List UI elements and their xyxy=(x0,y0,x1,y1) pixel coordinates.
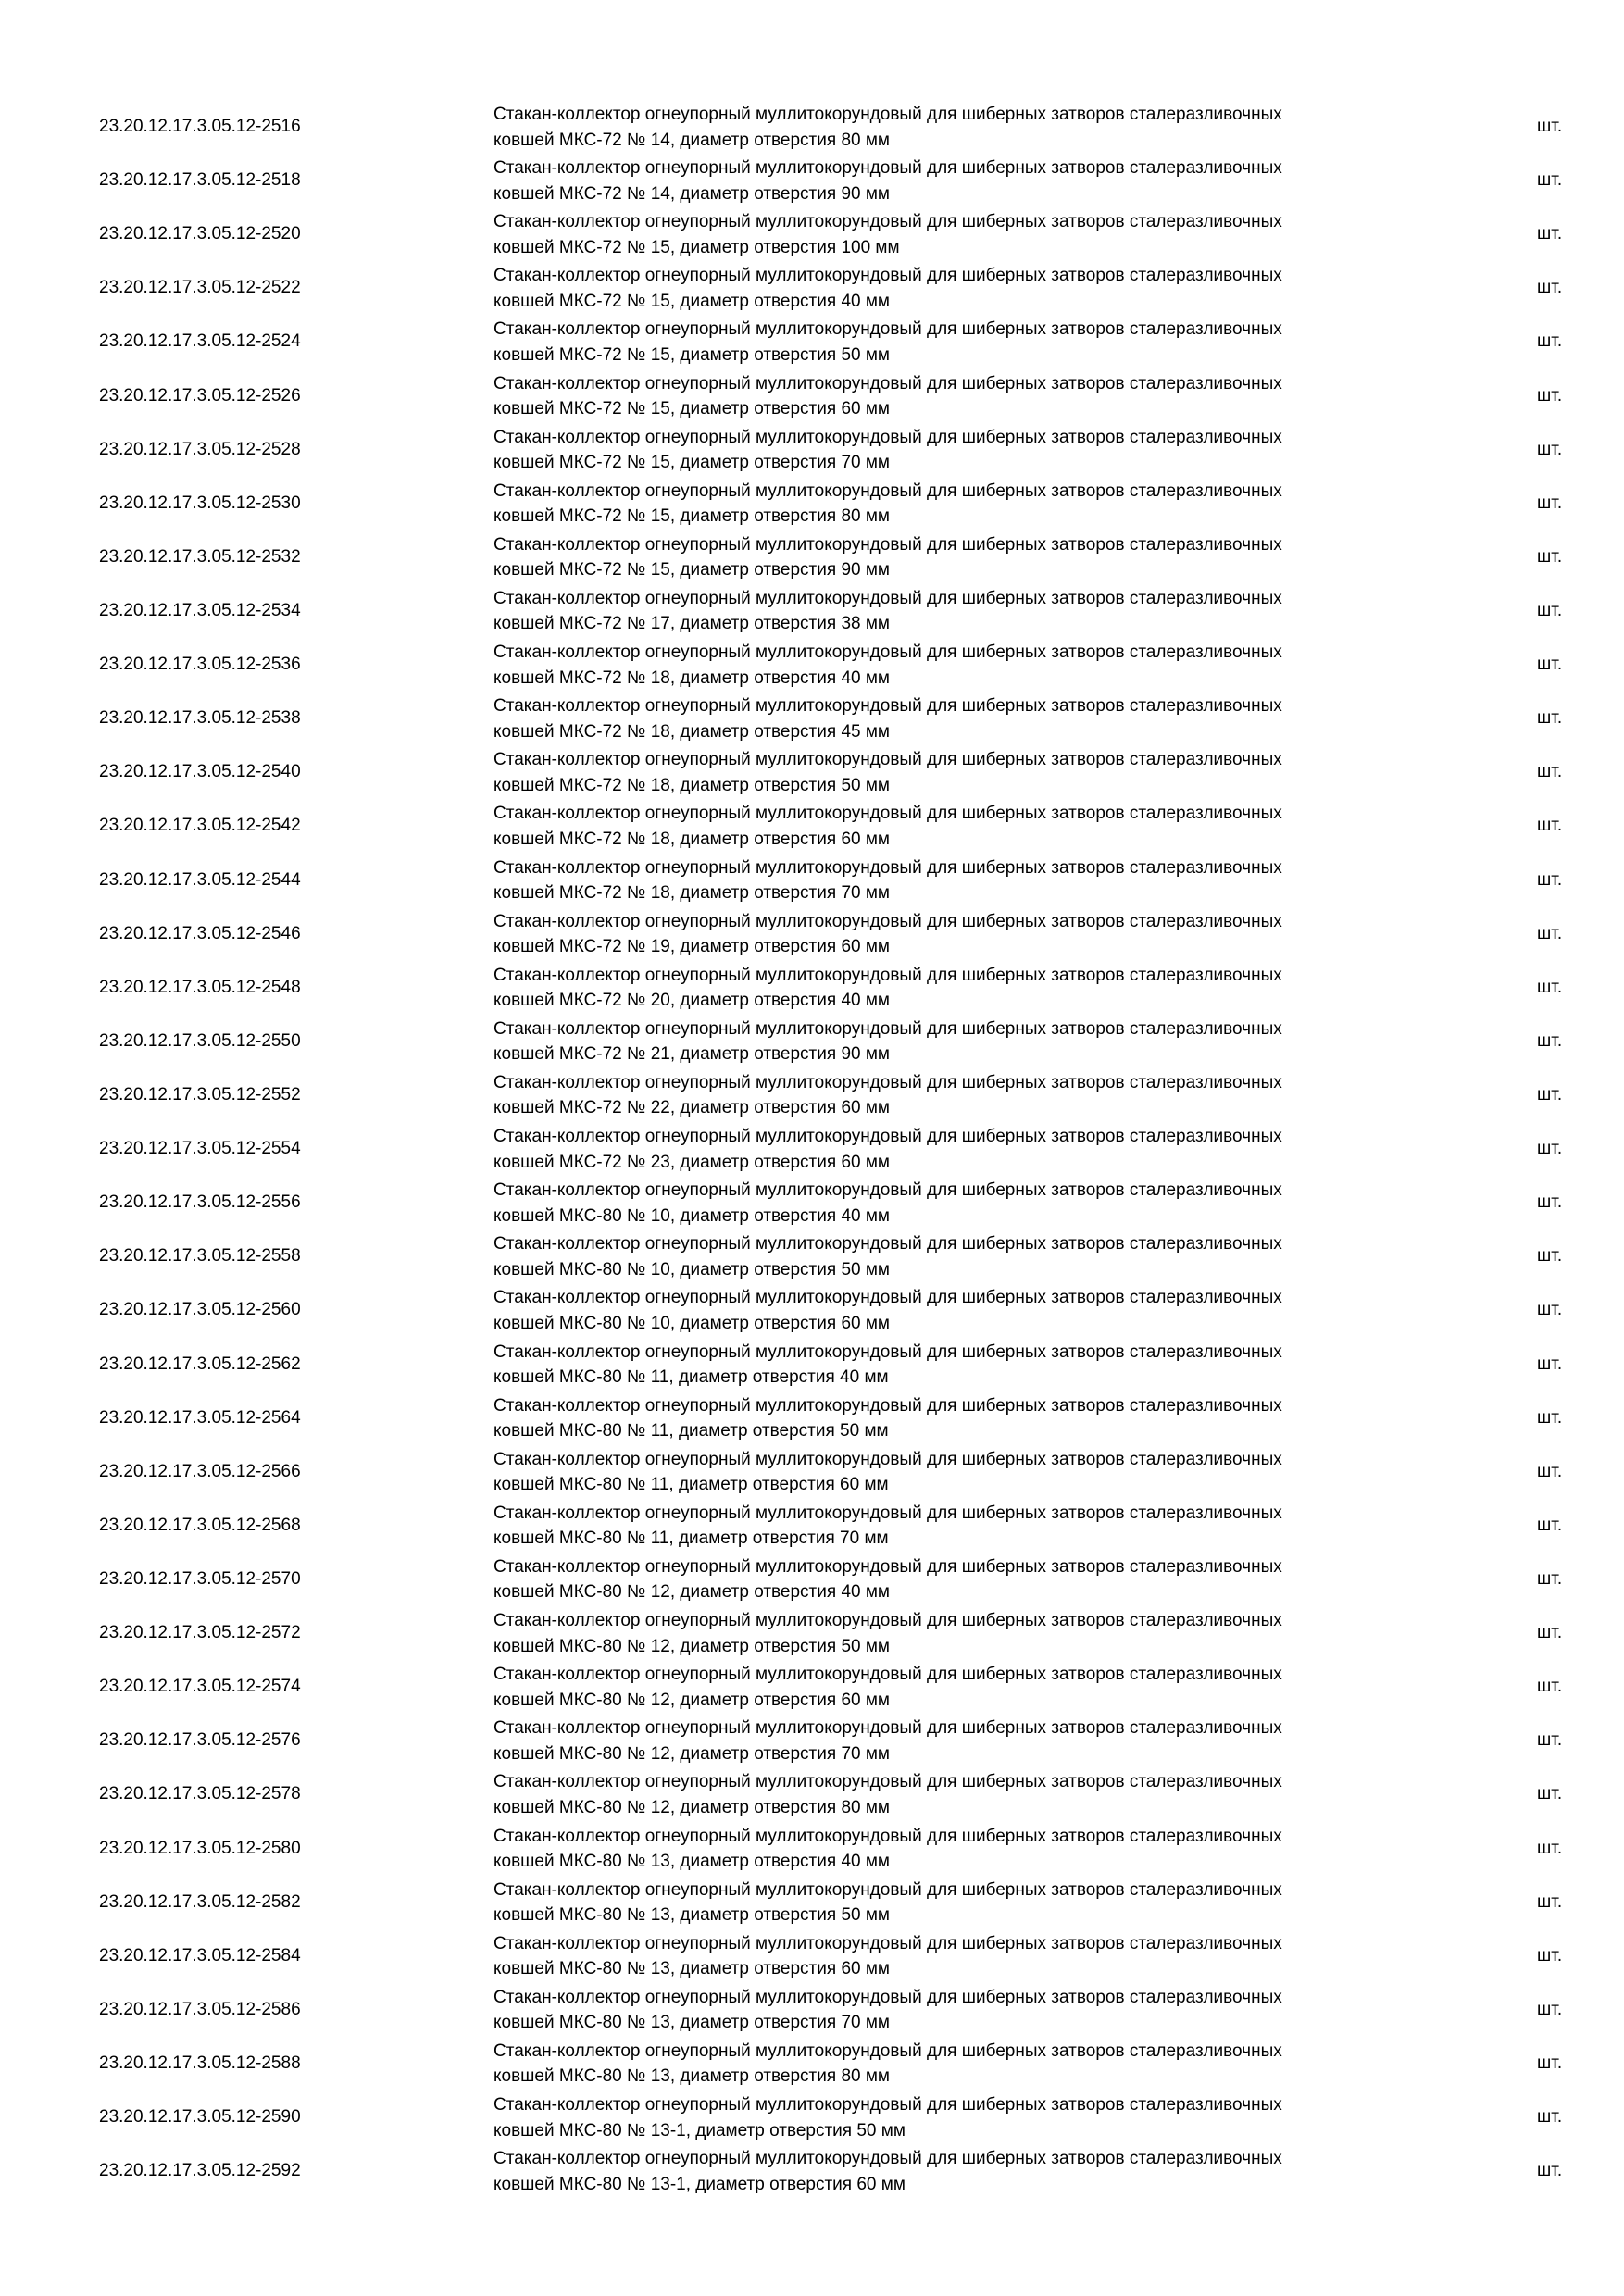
description-line-1: Стакан-коллектор огнеупорный муллитокорундовый для шиберных затворов сталеразливочных xyxy=(493,1879,1282,1900)
description-line-2: ковшей МКС-72 № 19, диаметр отверстия 60 мм xyxy=(493,937,890,957)
description-line-2: ковшей МКС-72 № 15, диаметр отверстия 70 мм xyxy=(493,453,890,473)
description-line-2: ковшей МКС-80 № 10, диаметр отверстия 50 мм xyxy=(493,1259,890,1279)
item-unit: шт. xyxy=(1537,117,1563,136)
item-description xyxy=(493,2092,1438,2143)
description-line-1: Стакан-коллектор огнеупорный муллитокорундовый для шиберных затворов сталеразливочных xyxy=(493,1933,1282,1953)
item-code: 23.20.12.17.3.05.12-2526 xyxy=(99,385,301,406)
description-line-1: Стакан-коллектор огнеупорный муллитокорундовый для шиберных затворов сталеразливочных xyxy=(493,1180,1282,1201)
description-line-2: ковшей МКС-80 № 11, диаметр отверстия 50 мм xyxy=(493,1421,889,1441)
item-code: 23.20.12.17.3.05.12-2542 xyxy=(99,816,301,836)
item-description xyxy=(493,1340,1438,1391)
item-description xyxy=(493,156,1438,206)
item-code: 23.20.12.17.3.05.12-2522 xyxy=(99,278,301,298)
description-line-1: Стакан-коллектор огнеупорный муллитокорундовый для шиберных затворов сталеразливочных xyxy=(493,696,1282,717)
description-line-1: Стакан-коллектор огнеупорный муллитокорундовый для шиберных затворов сталеразливочных xyxy=(493,1395,1282,1416)
item-unit: шт. xyxy=(1537,762,1563,782)
description-line-1: Стакан-коллектор огнеупорный муллитокорундовый для шиберных затворов сталеразливочных xyxy=(493,911,1282,931)
description-line-2: ковшей МКС-80 № 10, диаметр отверстия 60 мм xyxy=(493,1313,890,1333)
description-line-1: Стакан-коллектор огнеупорный муллитокорундовый для шиберных затворов сталеразливочных xyxy=(493,1018,1282,1039)
item-unit: шт. xyxy=(1537,2107,1563,2128)
description-line-2: ковшей МКС-72 № 21, диаметр отверстия 90 мм xyxy=(493,1044,890,1065)
table-row xyxy=(0,1283,1624,1337)
item-unit: шт. xyxy=(1537,923,1563,943)
table-row xyxy=(0,1983,1624,2037)
description-line-1: Стакан-коллектор огнеупорный муллитокорундовый для шиберных затворов сталеразливочных xyxy=(493,105,1282,124)
item-description xyxy=(493,801,1438,852)
item-code: 23.20.12.17.3.05.12-2574 xyxy=(99,1677,301,1697)
item-unit: шт. xyxy=(1537,1891,1563,1912)
item-description xyxy=(493,2039,1438,2090)
description-line-2: ковшей МКС-80 № 11, диаметр отверстия 60 мм xyxy=(493,1475,889,1495)
item-unit: шт. xyxy=(1537,1623,1563,1643)
description-line-2: ковшей МКС-72 № 22, диаметр отверстия 60 мм xyxy=(493,1098,890,1118)
item-code: 23.20.12.17.3.05.12-2558 xyxy=(99,1246,301,1267)
table-row xyxy=(0,1660,1624,1714)
item-unit: шт. xyxy=(1537,1139,1563,1159)
description-line-2: ковшей МКС-80 № 13, диаметр отверстия 60 мм xyxy=(493,1959,890,1979)
table-row xyxy=(0,638,1624,692)
item-description xyxy=(493,1662,1438,1713)
table-row xyxy=(0,854,1624,907)
item-code: 23.20.12.17.3.05.12-2592 xyxy=(99,2161,301,2181)
item-code: 23.20.12.17.3.05.12-2588 xyxy=(99,2053,301,2073)
item-description xyxy=(493,1608,1438,1659)
description-line-2: ковшей МКС-72 № 14, диаметр отверстия 90 мм xyxy=(493,183,890,204)
description-line-1: Стакан-коллектор огнеупорный муллитокорундовый для шиберных затворов сталеразливочных xyxy=(493,2095,1282,2115)
description-line-1: Стакан-коллектор огнеупорный муллитокорундовый для шиберных затворов сталеразливочных xyxy=(493,1341,1282,1362)
item-code: 23.20.12.17.3.05.12-2586 xyxy=(99,1999,301,2019)
item-code: 23.20.12.17.3.05.12-2540 xyxy=(99,762,301,782)
table-row xyxy=(0,477,1624,530)
table-row xyxy=(0,692,1624,745)
item-unit: шт. xyxy=(1537,1407,1563,1428)
description-line-2: ковшей МКС-72 № 18, диаметр отверстия 45 мм xyxy=(493,721,890,742)
item-description xyxy=(493,1070,1438,1121)
table-row xyxy=(0,1876,1624,1929)
item-description xyxy=(493,1393,1438,1444)
description-line-2: ковшей МКС-72 № 15, диаметр отверстия 50 мм xyxy=(493,344,890,365)
item-code: 23.20.12.17.3.05.12-2560 xyxy=(99,1300,301,1320)
item-code: 23.20.12.17.3.05.12-2554 xyxy=(99,1139,301,1159)
item-code: 23.20.12.17.3.05.12-2546 xyxy=(99,923,301,943)
item-description xyxy=(493,1716,1438,1766)
description-line-1: Стакан-коллектор огнеупорный муллитокорундовый для шиберных затворов сталеразливочных xyxy=(493,1718,1282,1739)
item-code: 23.20.12.17.3.05.12-2524 xyxy=(99,331,301,352)
item-code: 23.20.12.17.3.05.12-2538 xyxy=(99,708,301,729)
item-description xyxy=(493,855,1438,906)
description-line-2: ковшей МКС-72 № 15, диаметр отверстия 60 мм xyxy=(493,399,890,419)
description-line-1: Стакан-коллектор огнеупорный муллитокорундовый для шиберных затворов сталеразливочных xyxy=(493,588,1282,608)
description-line-2: ковшей МКС-80 № 12, диаметр отверстия 70 мм xyxy=(493,1743,890,1764)
item-description xyxy=(493,1769,1438,1820)
item-unit: шт. xyxy=(1537,331,1563,352)
description-line-1: Стакан-коллектор огнеупорный муллитокорундовый для шиберных затворов сталеразливочных xyxy=(493,1503,1282,1523)
item-description xyxy=(493,586,1438,637)
description-line-2: ковшей МКС-80 № 13, диаметр отверстия 40 мм xyxy=(493,1852,890,1871)
description-line-2: ковшей МКС-80 № 13, диаметр отверстия 80 мм xyxy=(493,2066,890,2087)
description-line-1: Стакан-коллектор огнеупорный муллитокорундовый для шиберных затворов сталеразливочных xyxy=(493,427,1282,447)
table-row xyxy=(0,207,1624,261)
description-line-1: Стакан-коллектор огнеупорный муллитокорундовый для шиберных затворов сталеразливочных xyxy=(493,1072,1282,1092)
item-description xyxy=(493,693,1438,744)
description-line-2: ковшей МКС-80 № 12, диаметр отверстия 80 мм xyxy=(493,1797,890,1817)
item-unit: шт. xyxy=(1537,600,1563,620)
item-unit: шт. xyxy=(1537,1677,1563,1697)
item-code: 23.20.12.17.3.05.12-2536 xyxy=(99,655,301,675)
item-description xyxy=(493,263,1438,314)
table-row xyxy=(0,1015,1624,1068)
item-code: 23.20.12.17.3.05.12-2590 xyxy=(99,2107,301,2128)
item-unit: шт. xyxy=(1537,1945,1563,1965)
item-unit: шт. xyxy=(1537,1838,1563,1858)
description-line-1: Стакан-коллектор огнеупорный муллитокорундовый для шиберных затворов сталеразливочных xyxy=(493,2149,1282,2169)
item-code: 23.20.12.17.3.05.12-2576 xyxy=(99,1730,301,1751)
item-description xyxy=(493,371,1438,422)
item-description xyxy=(493,1447,1438,1498)
item-code: 23.20.12.17.3.05.12-2570 xyxy=(99,1568,301,1589)
item-code: 23.20.12.17.3.05.12-2548 xyxy=(99,977,301,997)
table-row xyxy=(0,799,1624,853)
description-line-1: Стакан-коллектор огнеупорный муллитокорундовый для шиберных затворов сталеразливочных xyxy=(493,1826,1282,1846)
item-description xyxy=(493,532,1438,583)
item-code: 23.20.12.17.3.05.12-2518 xyxy=(99,170,301,191)
price-list-table xyxy=(0,100,1624,2198)
description-line-2: ковшей МКС-80 № 11, диаметр отверстия 40 мм xyxy=(493,1367,889,1388)
item-unit: шт. xyxy=(1537,1354,1563,1374)
item-unit: шт. xyxy=(1537,977,1563,997)
item-description xyxy=(493,2146,1438,2197)
item-unit: шт. xyxy=(1537,1084,1563,1104)
table-row xyxy=(0,1391,1624,1445)
table-row xyxy=(0,315,1624,368)
description-line-1: Стакан-коллектор огнеупорный муллитокорундовый для шиберных затворов сталеразливочных xyxy=(493,1234,1282,1254)
description-line-1: Стакан-коллектор огнеупорный муллитокорундовый для шиберных затворов сталеразливочных xyxy=(493,1772,1282,1792)
description-line-1: Стакан-коллектор огнеупорный муллитокорундовый для шиберных затворов сталеразливочных xyxy=(493,750,1282,770)
description-line-2: ковшей МКС-72 № 17, диаметр отверстия 38 мм xyxy=(493,614,890,634)
item-unit: шт. xyxy=(1537,1784,1563,1804)
description-line-2: ковшей МКС-80 № 13-1, диаметр отверстия 50 мм xyxy=(493,2120,906,2140)
item-description xyxy=(493,425,1438,476)
description-line-1: Стакан-коллектор огнеупорный муллитокорундовый для шиберных затворов сталеразливочных xyxy=(493,534,1282,555)
description-line-2: ковшей МКС-80 № 11, диаметр отверстия 70 мм xyxy=(493,1529,889,1549)
item-unit: шт. xyxy=(1537,546,1563,567)
item-unit: шт. xyxy=(1537,439,1563,459)
description-line-1: Стакан-коллектор огнеупорный муллитокорундовый для шиберных затворов сталеразливочных xyxy=(493,804,1282,824)
item-description xyxy=(493,909,1438,960)
description-line-2: ковшей МКС-80 № 13, диаметр отверстия 70 мм xyxy=(493,2013,890,2033)
table-row xyxy=(0,1338,1624,1391)
item-code: 23.20.12.17.3.05.12-2566 xyxy=(99,1461,301,1481)
description-line-1: Стакан-коллектор огнеупорный муллитокорундовый для шиберных затворов сталеразливочных xyxy=(493,1556,1282,1577)
description-line-2: ковшей МКС-72 № 18, диаметр отверстия 40 мм xyxy=(493,668,890,688)
table-row xyxy=(0,1714,1624,1767)
table-row xyxy=(0,1929,1624,1983)
item-code: 23.20.12.17.3.05.12-2556 xyxy=(99,1192,301,1213)
item-code: 23.20.12.17.3.05.12-2520 xyxy=(99,224,301,244)
item-description xyxy=(493,1878,1438,1928)
table-row xyxy=(0,907,1624,961)
description-line-1: Стакан-коллектор огнеупорный муллитокорундовый для шиберных затворов сталеразливочных xyxy=(493,1611,1282,1631)
description-line-1: Стакан-коллектор огнеупорный муллитокорундовый для шиберных затворов сталеразливочных xyxy=(493,158,1282,179)
item-unit: шт. xyxy=(1537,1999,1563,2019)
description-line-1: Стакан-коллектор огнеупорный муллитокорундовый для шиберных затворов сталеразливочных xyxy=(493,857,1282,878)
table-row xyxy=(0,1068,1624,1122)
item-code: 23.20.12.17.3.05.12-2532 xyxy=(99,546,301,567)
description-line-1: Стакан-коллектор огнеупорный муллитокорундовый для шиберных затворов сталеразливочных xyxy=(493,643,1282,663)
item-description xyxy=(493,1124,1438,1175)
description-line-1: Стакан-коллектор огнеупорный муллитокорундовый для шиберных затворов сталеразливочных xyxy=(493,480,1282,501)
table-row xyxy=(0,1822,1624,1876)
item-code: 23.20.12.17.3.05.12-2580 xyxy=(99,1838,301,1858)
table-row xyxy=(0,584,1624,638)
description-line-2: ковшей МКС-72 № 15, диаметр отверстия 40 мм xyxy=(493,291,890,311)
item-unit: шт. xyxy=(1537,869,1563,890)
item-unit: шт. xyxy=(1537,1461,1563,1481)
item-description xyxy=(493,747,1438,798)
table-row xyxy=(0,1229,1624,1283)
description-line-1: Стакан-коллектор огнеупорный муллитокорундовый для шиберных затворов сталеразливочных xyxy=(493,1449,1282,1469)
item-unit: шт. xyxy=(1537,816,1563,836)
item-description xyxy=(493,102,1438,153)
item-unit: шт. xyxy=(1537,2053,1563,2073)
item-unit: шт. xyxy=(1537,1300,1563,1320)
table-row xyxy=(0,961,1624,1015)
description-line-1: Стакан-коллектор огнеупорный муллитокорундовый для шиберных затворов сталеразливочных xyxy=(493,1987,1282,2007)
table-row xyxy=(0,2090,1624,2144)
table-row xyxy=(0,100,1624,154)
description-line-2: ковшей МКС-72 № 15, диаметр отверстия 80 мм xyxy=(493,506,890,527)
item-description xyxy=(493,1931,1438,1982)
item-unit: шт. xyxy=(1537,1246,1563,1267)
item-code: 23.20.12.17.3.05.12-2528 xyxy=(99,439,301,459)
item-unit: шт. xyxy=(1537,224,1563,244)
table-row xyxy=(0,154,1624,207)
description-line-1: Стакан-коллектор огнеупорный муллитокорундовый для шиберных затворов сталеразливочных xyxy=(493,1665,1282,1685)
item-description xyxy=(493,209,1438,260)
item-unit: шт. xyxy=(1537,1730,1563,1751)
description-line-1: Стакан-коллектор огнеупорный муллитокорундовый для шиберных затворов сталеразливочных xyxy=(493,373,1282,393)
table-row xyxy=(0,1606,1624,1660)
item-code: 23.20.12.17.3.05.12-2578 xyxy=(99,1784,301,1804)
item-description xyxy=(493,640,1438,691)
table-row xyxy=(0,1499,1624,1553)
item-description xyxy=(493,1178,1438,1229)
description-line-2: ковшей МКС-80 № 10, диаметр отверстия 40 мм xyxy=(493,1205,890,1226)
item-code: 23.20.12.17.3.05.12-2552 xyxy=(99,1084,301,1104)
description-line-1: Стакан-коллектор огнеупорный муллитокорундовый для шиберных затворов сталеразливочных xyxy=(493,212,1282,232)
table-row xyxy=(0,1122,1624,1176)
description-line-1: Стакан-коллектор огнеупорный муллитокорундовый для шиберных затворов сталеразливочных xyxy=(493,319,1282,340)
table-row xyxy=(0,2144,1624,2198)
table-row xyxy=(0,1445,1624,1499)
description-line-2: ковшей МКС-72 № 15, диаметр отверстия 100 мм xyxy=(493,237,900,257)
table-row xyxy=(0,745,1624,799)
item-description xyxy=(493,1985,1438,2036)
item-code: 23.20.12.17.3.05.12-2550 xyxy=(99,1030,301,1051)
description-line-1: Стакан-коллектор огнеупорный муллитокорундовый для шиберных затворов сталеразливочных xyxy=(493,266,1282,286)
item-unit: шт. xyxy=(1537,170,1563,191)
item-unit: шт. xyxy=(1537,1515,1563,1535)
item-code: 23.20.12.17.3.05.12-2582 xyxy=(99,1891,301,1912)
item-code: 23.20.12.17.3.05.12-2530 xyxy=(99,493,301,513)
item-description xyxy=(493,1554,1438,1605)
description-line-2: ковшей МКС-72 № 20, диаметр отверстия 40 мм xyxy=(493,991,890,1011)
item-description xyxy=(493,1285,1438,1336)
item-description xyxy=(493,1501,1438,1552)
description-line-2: ковшей МКС-72 № 18, диаметр отверстия 50 мм xyxy=(493,775,890,795)
item-code: 23.20.12.17.3.05.12-2572 xyxy=(99,1623,301,1643)
item-code: 23.20.12.17.3.05.12-2568 xyxy=(99,1515,301,1535)
table-row xyxy=(0,1767,1624,1821)
item-code: 23.20.12.17.3.05.12-2562 xyxy=(99,1354,301,1374)
table-row xyxy=(0,2037,1624,2090)
description-line-1: Стакан-коллектор огнеупорный муллитокорундовый для шиберных затворов сталеразливочных xyxy=(493,2040,1282,2061)
item-unit: шт. xyxy=(1537,708,1563,729)
description-line-1: Стакан-коллектор огнеупорный муллитокорундовый для шиберных затворов сталеразливочных xyxy=(493,965,1282,985)
item-description xyxy=(493,479,1438,530)
item-unit: шт. xyxy=(1537,1030,1563,1051)
item-code: 23.20.12.17.3.05.12-2564 xyxy=(99,1407,301,1428)
table-row xyxy=(0,530,1624,584)
table-row xyxy=(0,1553,1624,1606)
description-line-2: ковшей МКС-80 № 13, диаметр отверстия 50 мм xyxy=(493,1905,890,1926)
item-description xyxy=(493,1231,1438,1282)
item-code: 23.20.12.17.3.05.12-2516 xyxy=(99,117,301,136)
table-row xyxy=(0,261,1624,315)
item-unit: шт. xyxy=(1537,278,1563,298)
item-description xyxy=(493,317,1438,368)
table-row xyxy=(0,1176,1624,1229)
description-line-2: ковшей МКС-80 № 13-1, диаметр отверстия 60 мм xyxy=(493,2174,906,2194)
description-line-2: ковшей МКС-72 № 18, диаметр отверстия 60 мм xyxy=(493,829,890,849)
description-line-2: ковшей МКС-80 № 12, диаметр отверстия 40 мм xyxy=(493,1582,890,1603)
description-line-1: Стакан-коллектор огнеупорный муллитокорундовый для шиберных затворов сталеразливочных xyxy=(493,1288,1282,1308)
description-line-2: ковшей МКС-72 № 23, диаметр отверстия 60 мм xyxy=(493,1152,890,1172)
description-line-2: ковшей МКС-80 № 12, диаметр отверстия 60 мм xyxy=(493,1690,890,1710)
item-unit: шт. xyxy=(1537,385,1563,406)
table-row xyxy=(0,423,1624,477)
description-line-2: ковшей МКС-72 № 14, диаметр отверстия 80 мм xyxy=(493,130,890,150)
item-description xyxy=(493,1017,1438,1067)
item-unit: шт. xyxy=(1537,493,1563,513)
item-unit: шт. xyxy=(1537,1192,1563,1213)
description-line-1: Стакан-коллектор огнеупорный муллитокорундовый для шиберных затворов сталеразливочных xyxy=(493,1127,1282,1147)
table-row xyxy=(0,369,1624,423)
item-unit: шт. xyxy=(1537,655,1563,675)
item-description xyxy=(493,1824,1438,1875)
description-line-2: ковшей МКС-72 № 15, диаметр отверстия 90 мм xyxy=(493,560,890,580)
item-unit: шт. xyxy=(1537,2161,1563,2181)
item-unit: шт. xyxy=(1537,1568,1563,1589)
description-line-2: ковшей МКС-72 № 18, диаметр отверстия 70 мм xyxy=(493,883,890,904)
description-line-2: ковшей МКС-80 № 12, диаметр отверстия 50 мм xyxy=(493,1636,890,1656)
item-code: 23.20.12.17.3.05.12-2534 xyxy=(99,600,301,620)
item-description xyxy=(493,963,1438,1014)
item-code: 23.20.12.17.3.05.12-2584 xyxy=(99,1945,301,1965)
item-code: 23.20.12.17.3.05.12-2544 xyxy=(99,869,301,890)
